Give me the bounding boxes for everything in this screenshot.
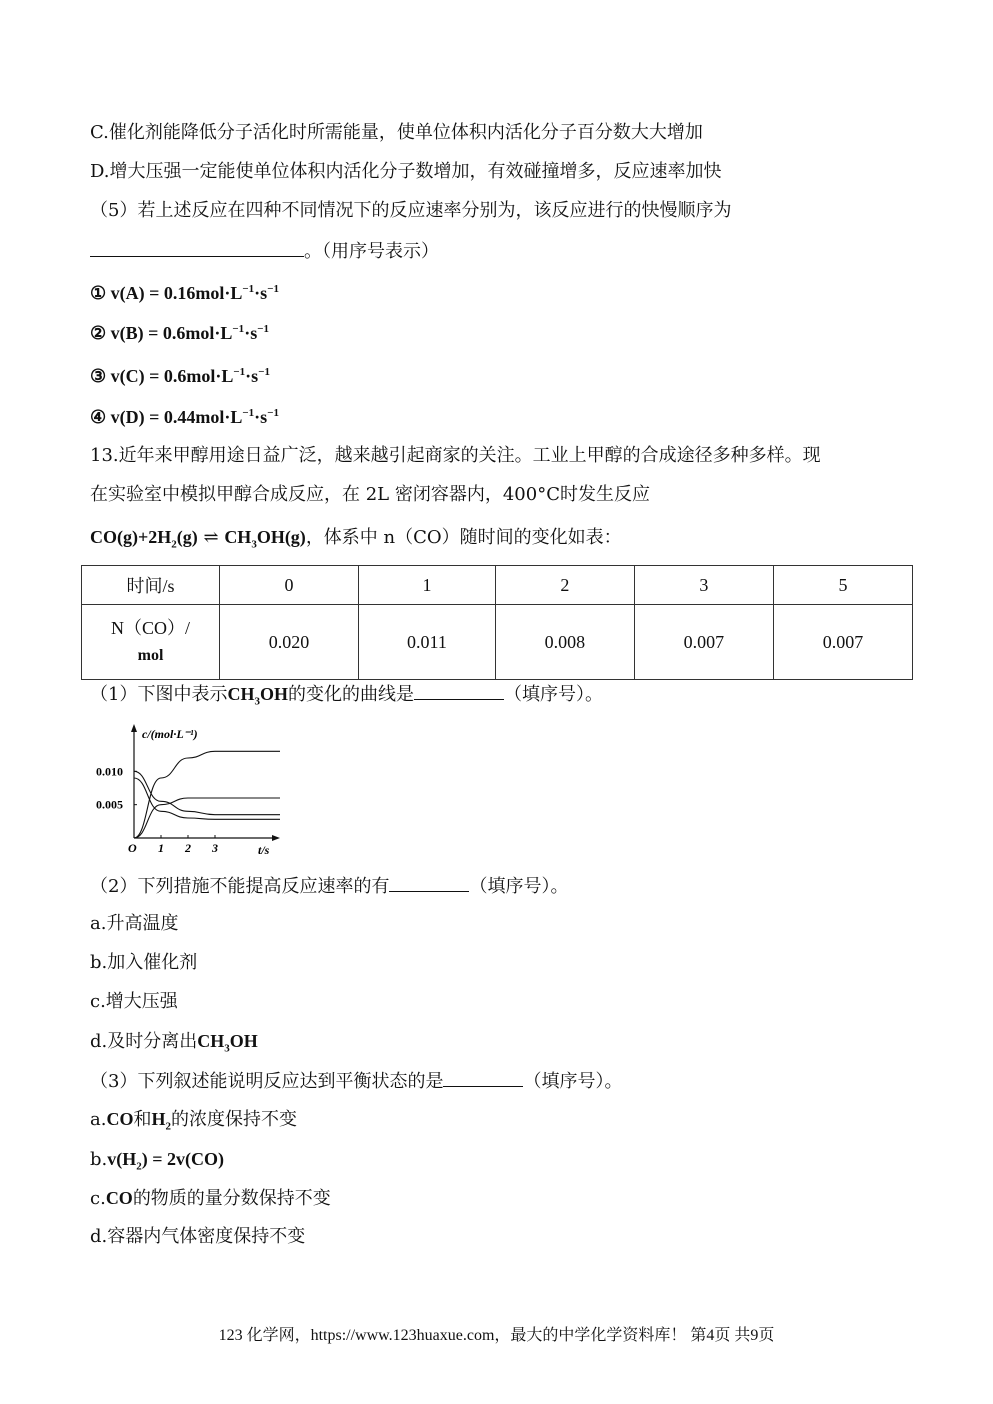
option-3d: d.容器内气体密度保持不变	[90, 1226, 306, 1247]
formula-ch3oh: $CH_3OH$	[227, 684, 288, 708]
question-3	[90, 1068, 622, 1094]
formula-h2: $H_2$	[151, 1109, 171, 1133]
table-header-cell: 2	[495, 566, 634, 605]
rate-unit: ·s	[245, 366, 259, 386]
concentration-chart	[92, 718, 282, 856]
table-row-label	[82, 605, 220, 680]
reaction-equation	[90, 525, 622, 550]
rate-1	[90, 281, 279, 305]
equilibrium-arrow-icon: ⇌	[203, 527, 219, 548]
y-axis-label: c/(mol·L⁻¹)	[142, 727, 198, 741]
x-tick-label: 2	[185, 841, 191, 855]
question-2-hint: （填序号）。	[469, 876, 569, 897]
option-3b: $b.v(H_2) = 2v(CO)$	[90, 1149, 224, 1173]
rate-expression: v(D) = 0.44mol·L	[110, 407, 243, 427]
page-footer: 123 化学网，https://www.123huaxue.com，最大的中学化学资料库！ 第4页 共9页	[218, 1327, 775, 1344]
rate-index: ③	[90, 366, 107, 386]
equation-description: ，体系中 n（CO）随时间的变化如表：	[305, 527, 622, 548]
series-line-c	[134, 771, 280, 814]
x-tick-label: 3	[212, 841, 218, 855]
question-5-answer	[90, 238, 439, 264]
option-c: C.催化剂能降低分子活化时所需能量，使单位体积内活化分子百分数大大增加	[90, 122, 703, 143]
option-d: D.增大压强一定能使单位体积内活化分子数增加，有效碰撞增多，反应速率加快	[90, 161, 722, 182]
exponent: −1	[232, 323, 245, 335]
formula-co: CO	[105, 1188, 133, 1208]
question-13-line2: 在实验室中模拟甲醇合成反应，在 2L 密闭容器内，400°C时发生反应	[90, 484, 650, 505]
table-header-cell: 时间/s	[82, 566, 220, 605]
x-tick-label: 1	[158, 841, 164, 855]
table-header-cell: 0	[220, 566, 359, 605]
rate-expression: v(C) = 0.6mol·L	[110, 366, 234, 386]
exponent: −1	[267, 407, 279, 419]
question-5: （5）若上述反应在四种不同情况下的反应速率分别为，该反应进行的快慢顺序为	[90, 200, 732, 221]
rate-4	[90, 405, 279, 429]
table-cell: 0.007	[634, 605, 773, 680]
question-1-hint: （填序号）。	[503, 684, 603, 705]
series-line-d	[134, 778, 280, 819]
table-header-cell: 5	[773, 566, 912, 605]
table-cell: 0.007	[773, 605, 912, 680]
question-1-text-2: 的变化的曲线是	[287, 684, 414, 705]
table-header-cell: 1	[359, 566, 496, 605]
exponent: −1	[242, 407, 255, 419]
co-time-table	[81, 565, 913, 680]
equation-right: $CH_3OH(g)$	[224, 527, 306, 551]
option-2d-text: d.及时分离出	[90, 1031, 198, 1052]
rate-index: ①	[90, 283, 107, 303]
table-row	[82, 605, 913, 680]
y-tick-label: 0.005	[96, 797, 123, 812]
question-5-hint: 。（用序号表示）	[304, 241, 439, 262]
question-2-text: （2）下列措施不能提高反应速率的有	[90, 876, 390, 897]
series-line-b	[134, 798, 280, 838]
question-3-text: （3）下列叙述能说明反应达到平衡状态的是	[90, 1071, 444, 1092]
chart-axes	[131, 724, 280, 841]
rate-2	[90, 321, 269, 345]
rate-relation: $v(H_2) = 2v(CO)$	[107, 1149, 224, 1173]
rate-unit: ·s	[244, 323, 258, 343]
table-cell: 0.011	[359, 605, 496, 680]
option-3a: a.CO和$H_2$的浓度保持不变	[90, 1109, 297, 1133]
row-label-line: N（CO）/	[110, 618, 190, 638]
question-13-line1: 13.近年来甲醇用途日益广泛，越来越引起商家的关注。工业上甲醇的合成途径多种多样。现	[90, 445, 821, 466]
x-axis-label: t/s	[258, 843, 270, 856]
question-1	[90, 681, 603, 707]
exponent: −1	[242, 283, 255, 295]
exponent: −1	[258, 366, 270, 378]
exponent: −1	[267, 283, 279, 295]
rate-expression: v(A) = 0.16mol·L	[110, 283, 243, 303]
formula-co: CO	[106, 1109, 134, 1129]
exponent: −1	[233, 366, 246, 378]
series-line-a	[134, 751, 280, 838]
answer-blank[interactable]	[414, 681, 504, 700]
formula-ch3oh: $CH_3OH$	[197, 1031, 258, 1055]
question-1-text: （1）下图中表示	[90, 684, 228, 705]
question-2	[90, 873, 568, 899]
table-cell: 0.008	[495, 605, 634, 680]
rate-3	[90, 364, 270, 388]
x-axis-arrow-icon	[272, 835, 280, 841]
option-3c: c.CO的物质的量分数保持不变	[90, 1188, 331, 1209]
table-header-row	[82, 566, 913, 605]
option-2b: b.加入催化剂	[90, 952, 198, 973]
option-2d	[90, 1029, 258, 1054]
table-cell: 0.020	[220, 605, 359, 680]
rate-unit: ·s	[254, 407, 268, 427]
y-axis-arrow-icon	[131, 724, 137, 732]
exponent: −1	[257, 323, 269, 335]
option-2a: a.升高温度	[90, 913, 179, 934]
answer-blank[interactable]	[389, 873, 469, 892]
rate-expression: v(B) = 0.6mol·L	[110, 323, 233, 343]
question-3-hint: （填序号）。	[523, 1071, 623, 1092]
y-tick-label: 0.010	[96, 764, 123, 779]
answer-blank[interactable]	[90, 238, 304, 257]
rate-index: ②	[90, 323, 107, 343]
table-header-cell: 3	[634, 566, 773, 605]
equation-left: $CO(g)+2H_2(g)$	[90, 527, 198, 551]
row-label-unit: mol	[137, 647, 164, 664]
origin-label: O	[128, 841, 137, 855]
option-2c: c.增大压强	[90, 991, 178, 1012]
rate-index: ④	[90, 407, 107, 427]
answer-blank[interactable]	[443, 1068, 523, 1087]
rate-unit: ·s	[254, 283, 268, 303]
